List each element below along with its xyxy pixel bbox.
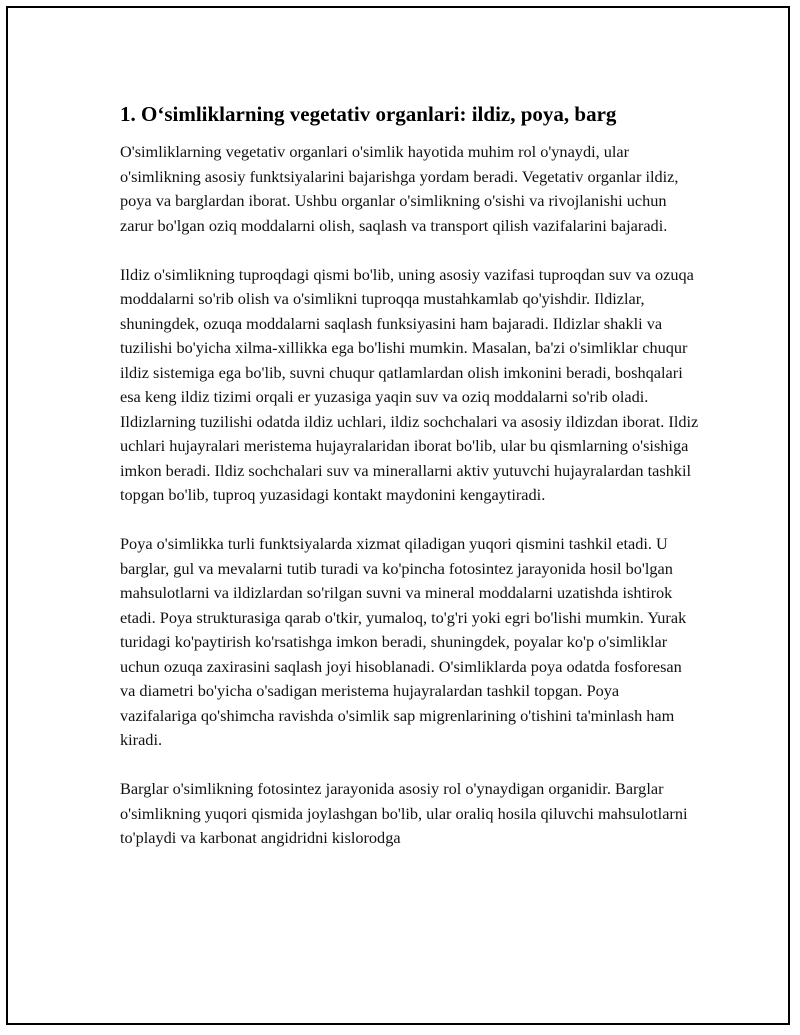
document-body <box>120 100 700 875</box>
paragraph-intro: O'simliklarning vegetativ organlari o'simlik hayotida muhim rol o'ynaydi, ular o'simlikning asosiy funktsiyalarini bajarishga yordam beradi. Vegetativ organlar ildiz, poya va barglardan iborat. Ushbu organlar o'simlikning o'sishi va rivojlanishi uchun zarur bo'lgan oziq moddalarni olish, saqlash va transport qilish vazifalarini bajaradi. <box>120 142 679 235</box>
page-frame <box>6 6 790 1025</box>
paragraph-stem: Poya o'simlikka turli funktsiyalarda xizmat qiladigan yuqori qismini tashkil etadi. U barglar, gul va mevalarni tutib turadi va ko'pincha fotosintez jarayonida hosil bo'lgan mahsulotlarni va ildizlardan so'rilgan suvni va mineral moddalarni uzatishda ishtirok etadi. Poya strukturasiga qarab o'tkir, yumaloq, to'g'ri yoki egri bo'lishi mumkin. Yurak turidagi ko'paytirish ko'rsatishga imkon beradi, shuningdek, poyalar ko'p o'simliklar uchun ozuqa zaxirasini saqlash joyi hisoblanadi. O'simliklarda poya odatda fosforesan va diametri bo'yicha o'sadigan meristema hujayralardan tashkil topgan. Poya vazifalariga qo'shimcha ravishda o'simlik sap migrenlarining o'tishini ta'minlash ham kiradi. <box>120 534 687 749</box>
paragraph-leaf: Barglar o'simlikning fotosintez jarayonida asosiy rol o'ynaydigan organidir. Barglar o'simlikning yuqori qismida joylashgan bo'lib, ular oraliq hosila qiluvchi mahsulotlarni to'playdi va karbonat angidridni kislorodga <box>120 779 688 847</box>
paragraph-root: Ildiz o'simlikning tuproqdagi qismi bo'lib, uning asosiy vazifasi tuproqdan suv va ozuqa moddalarni so'rib olish va o'simlikni tuproqqa mustahkamlab qo'yishdir. Ildizlar, shuningdek, ozuqa moddalarni saqlash funksiyasini ham bajaradi. Ildizlar shakli va tuzilishi bo'yicha xilma-xillikka ega bo'lishi mumkin. Masalan, ba'zi o'simliklar chuqur ildiz sistemiga ega bo'lib, suvni chuqur qatlamlardan olish imkonini beradi, boshqalari esa keng ildiz tizimi orqali er yuzasiga yaqin suv va oziq moddalarni so'rib oladi. Ildizlarning tuzilishi odatda ildiz uchlari, ildiz sochchalari va asosiy ildizdan iborat. Ildiz uchlari hujayralari meristema hujayralaridan iborat bo'lib, ular bu qismlarning o'sishiga imkon beradi. Ildiz sochchalari suv va minerallarni aktiv yutuvchi hujayralardan tashkil topgan bo'lib, tuproq yuzasidagi kontakt maydonini kengaytiradi. <box>120 264 699 504</box>
section-heading: 1. O‘simliklarning vegetativ organlari: ildiz, poya, barg <box>120 102 617 126</box>
